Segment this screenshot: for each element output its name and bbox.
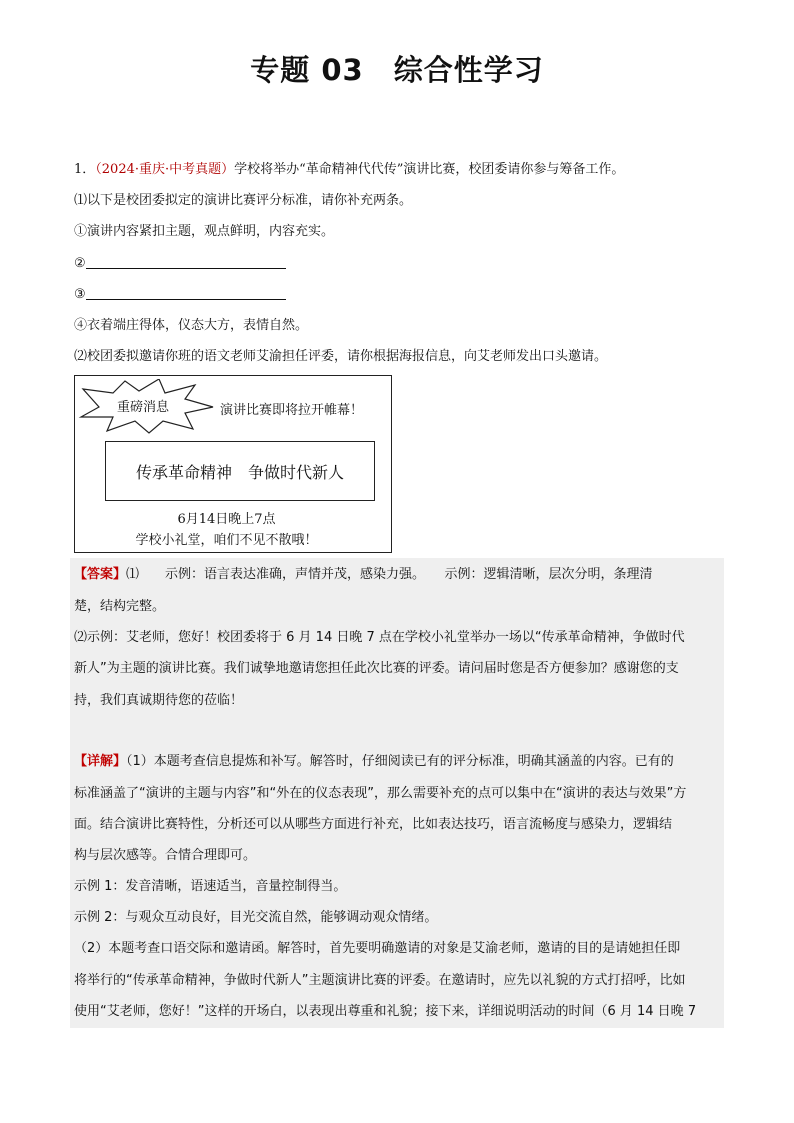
criterion-2 xyxy=(74,254,286,274)
answer-line-4: 新人”为主题的演讲比赛。我们诚挚地邀请您担任此次比赛的评委。请问届时您是否方便参加？感谢您的支 xyxy=(74,661,679,676)
answer-tag: 【答案】 xyxy=(74,567,127,582)
page-title xyxy=(0,48,794,89)
poster-burst-text: 重磅消息 xyxy=(116,400,169,415)
detail-line-7: （2）本题考查口语交际和邀请函。解答时，首先要明确邀请的对象是艾渝老师，邀请的目的是请她担任即 xyxy=(74,941,681,956)
detail-text-1: （1）本题考查信息提炼和补写。解答时，仔细阅读已有的评分标准，明确其涵盖的内容。已有的 xyxy=(126,754,674,769)
detail-line-5: 示例 1：发音清晰，语速适当，音量控制得当。 xyxy=(74,879,347,894)
question-text: 学校将举办“革命精神代代传”演讲比赛，校团委请你参与筹备工作。 xyxy=(234,162,625,177)
answer-line-5: 持，我们真诚期待您的莅临！ xyxy=(74,693,244,708)
detail-line-1 xyxy=(74,747,724,776)
poster-place: 学校小礼堂，咱们不见不散哦！ xyxy=(135,533,318,548)
sub-question-2: ⑵校团委拟邀请你班的语文老师艾渝担任评委，请你根据海报信息，向艾老师发出口头邀请。 xyxy=(74,349,608,364)
question-stem xyxy=(74,160,624,180)
detail-line-2: 标准涵盖了“演讲的主题与内容”和“外在的仪态表现”，那么需要补充的点可以集中在“演讲的表达与效果”方 xyxy=(74,786,687,801)
criterion-3 xyxy=(74,285,286,305)
poster xyxy=(74,375,392,553)
answer-line-2: 楚，结构完整。 xyxy=(74,599,166,614)
criterion-1: ①演讲内容紧扣主题，观点鲜明，内容充实。 xyxy=(74,224,335,239)
criterion-2-label: ② xyxy=(74,256,86,271)
detail-line-6: 示例 2：与观众互动良好，目光交流自然，能够调动观众情绪。 xyxy=(74,910,438,925)
answer-line-1 xyxy=(74,560,724,589)
detail-line-3: 面。结合演讲比赛特性，分析还可以从哪些方面进行补充，比如表达技巧，语言流畅度与感染力，逻辑结 xyxy=(74,817,673,832)
answer-line-3: ⑵示例：艾老师，您好！校团委将于 6 月 14 日晚 7 点在学校小礼堂举办一场以“传承革命精神，争做时代 xyxy=(74,630,685,645)
detail-tag: 【详解】 xyxy=(74,754,127,769)
poster-time: 6月14日晚上7点 xyxy=(177,512,276,527)
title-part1: 专题 03 xyxy=(250,53,364,87)
answer-blank-3 xyxy=(86,286,286,300)
sub-question-1: ⑴以下是校团委拟定的演讲比赛评分标准，请你补充两条。 xyxy=(74,193,413,208)
poster-announcement: 演讲比赛即将拉开帷幕！ xyxy=(220,403,364,418)
criterion-4: ④衣着端庄得体，仪态大方，表情自然。 xyxy=(74,318,309,333)
question-source: （2024·重庆·中考真题） xyxy=(95,162,235,177)
title-part2: 综合性学习 xyxy=(393,53,544,87)
question-number: 1． xyxy=(74,162,96,177)
detail-line-9: 使用“艾老师，您好！”这样的开场白，以表现出尊重和礼貌；接下来，详细说明活动的时间（6 月 14 日晚 7 xyxy=(74,1004,697,1019)
answer-text-1: ⑴ 示例：语言表达准确，声情并茂，感染力强。 示例：逻辑清晰，层次分明，条理清 xyxy=(126,567,653,582)
poster-slogan-box xyxy=(105,441,375,501)
detail-line-8: 将举行的“传承革命精神，争做时代新人”主题演讲比赛的评委。在邀请时，应先以礼貌的方式打招呼，比如 xyxy=(74,973,686,988)
poster-slogan: 传承革命精神 争做时代新人 xyxy=(135,462,344,482)
criterion-3-label: ③ xyxy=(74,287,86,302)
answer-blank-2 xyxy=(86,255,286,269)
detail-line-4: 构与层次感等。合情合理即可。 xyxy=(74,848,257,863)
